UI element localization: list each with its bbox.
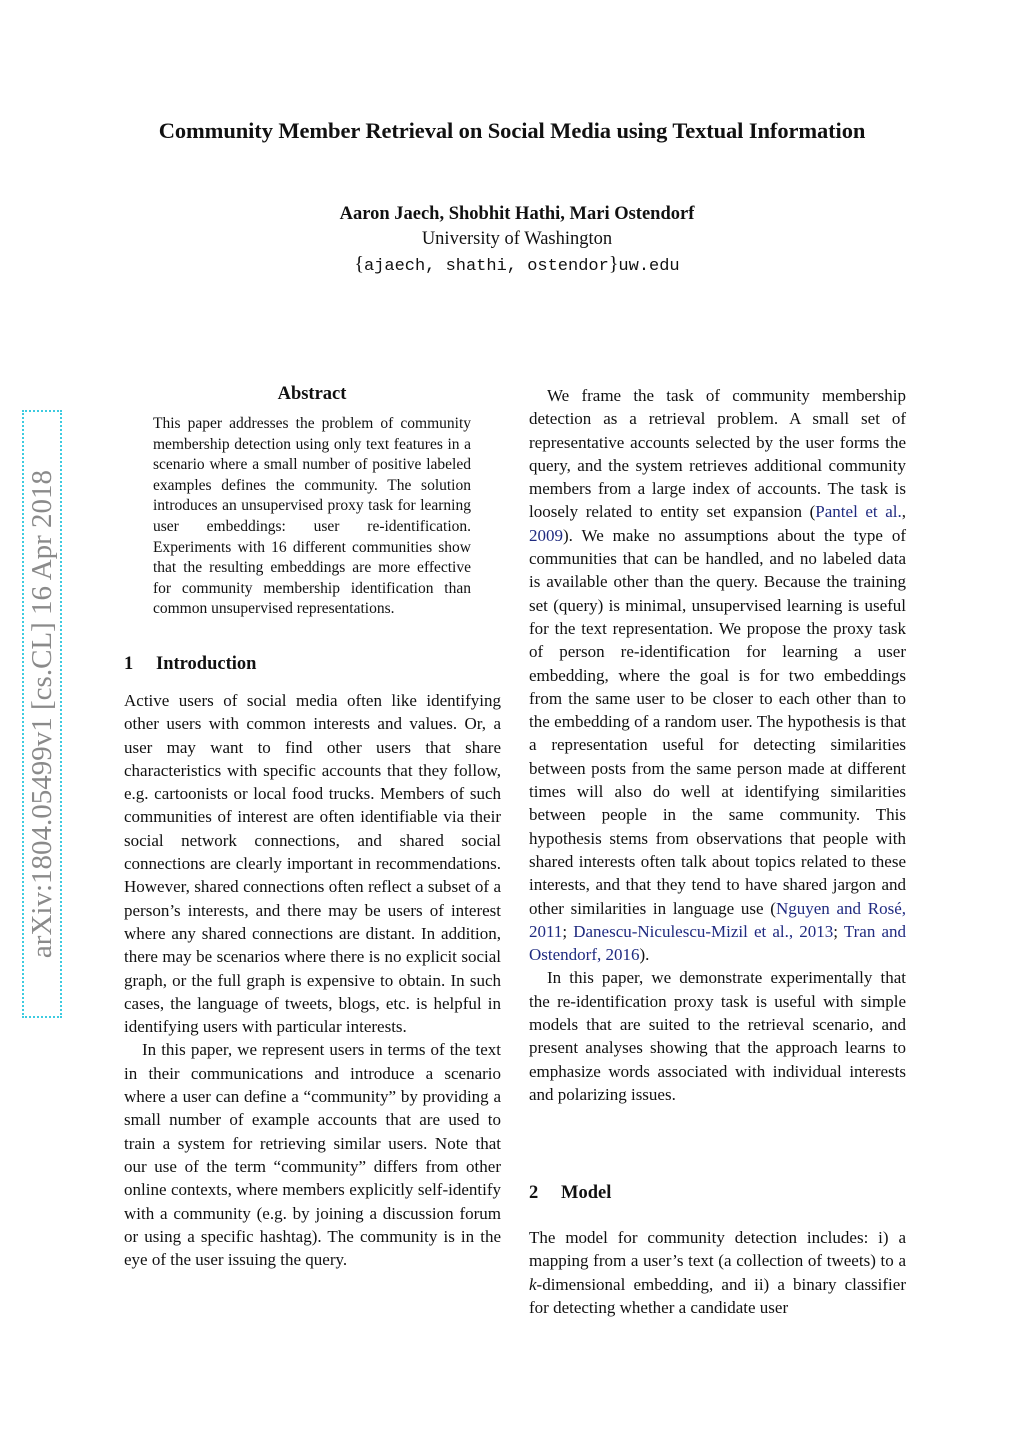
abstract-heading: Abstract	[277, 384, 347, 404]
citation-year-link[interactable]: 2009	[529, 525, 563, 545]
left-column	[124, 689, 501, 1271]
intro-paragraph-1: Active users of social media often like identifying other users with common interests and values. Or, a user may want to find other users that share characteristics with specific accounts that they follow, e.g. cartoonists or local food trucks. Members of such communities of interest are often identifiable via their social network connections, and shared social connections are clearly important in recommendations. However, shared connections often reflect a subset of a person’s interests, and there may be users of interest where any shared connections are distant. In addition, there may be scenarios where there is no explicit social graph, or the full graph is expensive to obtain. In such cases, the language of tweets, blogs, etc. is helpful in identifying users with particular interests.	[124, 691, 501, 1037]
intro-paragraph-2: In this paper, we represent users in terms of the text in their communications and introduce a scenario where a user can define a “community” by providing a small number of example accounts that are used to train a system for retrieving similar users. Note that our use of the term “community” differs from other online contexts, where members explicitly self-identify with a community (e.g. by joining a discussion forum or using a specific hashtag). The community is in the eye of the user issuing the query.	[124, 1040, 501, 1270]
affiliation: University of Washington	[421, 229, 613, 249]
section-heading-introduction	[124, 654, 256, 675]
citation-link[interactable]: Pantel et al.	[815, 502, 902, 522]
model-paragraph: The model for community detection includes: i) a mapping from a user’s text (a collection of tweets) to a k-dimensional embedding, and ii) a binary classifier for detecting whether a candidate user	[529, 1228, 906, 1317]
section-number: 1	[124, 654, 134, 674]
citation-link[interactable]: Nguyen and Rosé, 2011	[529, 898, 906, 941]
arxiv-stamp[interactable]: arXiv:1804.05499v1 [cs.CL] 16 Apr 2018	[22, 410, 62, 1018]
citation-link[interactable]: Tran and Ostendorf, 2016	[529, 921, 906, 965]
right-paragraph-1: We frame the task of community membership detection as a retrieval problem. A small set of representative accounts selected by the user forms the query, and the system retrieves additional community members from a large index of accounts. The task is loosely related to entity set expansion (Pantel et al., 2009). We make no assumptions about the type of communities that can be handled, and no labeled data is available other than the query. Because the training set (query) is minimal, unsupervised learning is useful for the text representation. We propose the proxy task of person re-identification for learning a user embedding, where the goal is for two embeddings from the same user to be closer to each other than to the embedding of a random user. The hypothesis is that a representation useful for detecting similarities between posts from the same person made at different times will also do well at identifying similarities between people in the same community. This hypothesis stems from observations that people with shared interests often talk about topics related to these interests, and that they tend to have shared jargon and other similarities in language use (Nguyen and Rosé, 2011; Danescu-Niculescu-Mizil et al., 2013; Tran and Ostendorf, 2016).	[529, 386, 907, 965]
abstract-text: This paper addresses the problem of community membership detection using only text features in a scenario where a small number of positive labeled examples defines the community. The solution introduces an unsupervised proxy task for learning user embeddings: user re-identification. Experiments with 16 different communities show that the resulting embeddings are more effective for community membership identification than common unsupervised representations.	[153, 415, 471, 618]
section-heading-model	[529, 1183, 611, 1204]
author-list: Aaron Jaech, Shobhit Hathi, Mari Ostendorf	[339, 204, 695, 224]
email-users: ajaech, shathi, ostendor	[363, 257, 609, 276]
author-emails: {ajaech, shathi, ostendor}uw.edu	[354, 253, 680, 276]
section-title: Introduction	[156, 654, 257, 674]
section-number: 2	[529, 1183, 539, 1203]
math-k: k	[529, 1274, 537, 1294]
right-column	[529, 384, 906, 1106]
section-title: Model	[561, 1183, 612, 1203]
model-column	[529, 1226, 906, 1319]
paper-title: Community Member Retrieval on Social Media using Textual Information	[158, 118, 866, 143]
citation-link[interactable]: Danescu-Niculescu-Mizil et al., 2013	[573, 921, 834, 941]
email-domain: uw.edu	[618, 257, 680, 276]
right-paragraph-2: In this paper, we demonstrate experimentally that the re-identification proxy task is useful with simple models that are suited to the retrieval scenario, and present analyses showing that the approach learns to emphasize words associated with individual interests and polarizing issues.	[529, 968, 906, 1104]
